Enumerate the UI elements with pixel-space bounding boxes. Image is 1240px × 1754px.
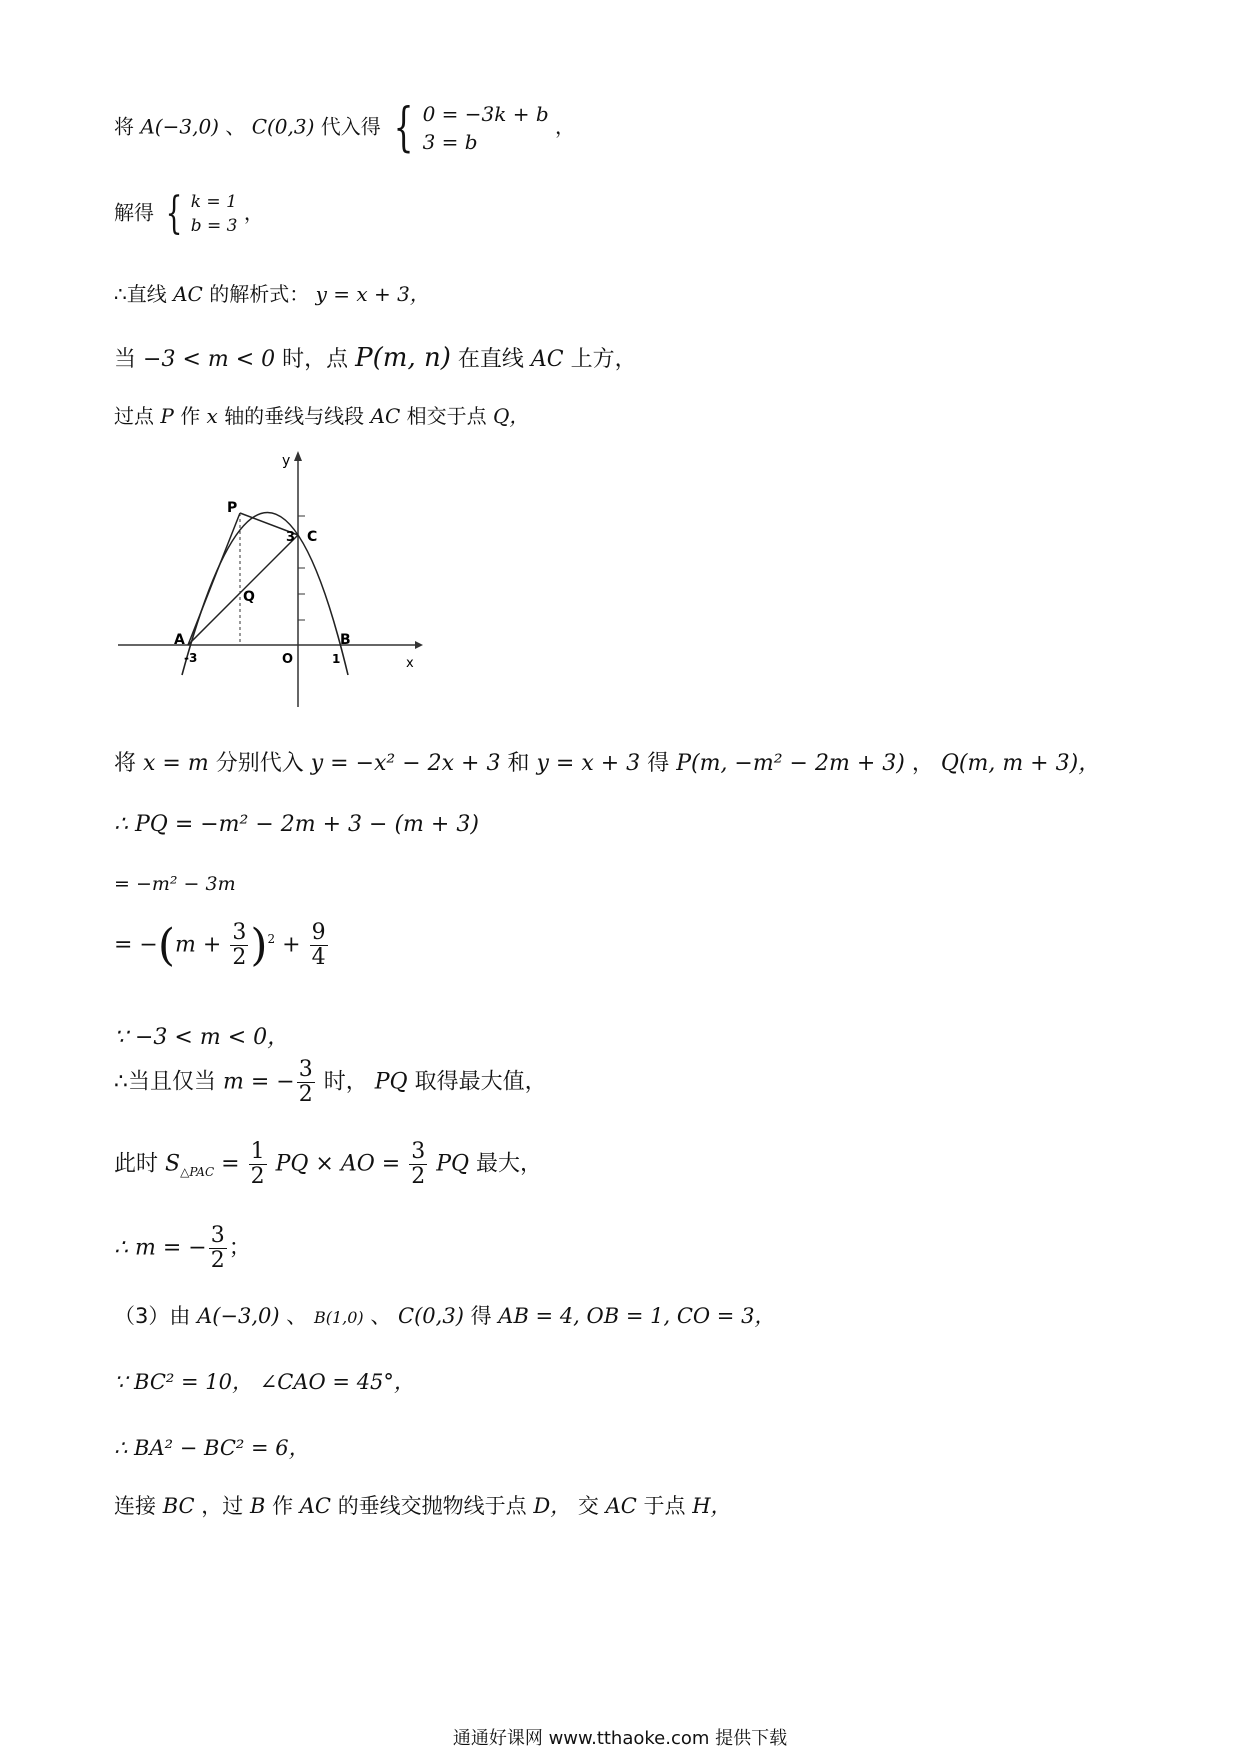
text: ，: [911, 751, 934, 776]
text: 时，点: [282, 347, 349, 372]
text: 将: [114, 114, 134, 139]
math: AC: [173, 282, 203, 306]
math: P: [160, 404, 174, 428]
math: x: [206, 404, 218, 428]
math: ∠CAO = 45°，: [259, 1370, 415, 1394]
text: 最大，: [476, 1151, 543, 1177]
text: 将: [114, 751, 137, 776]
line-maximum: [114, 1058, 547, 1107]
fraction: [297, 1058, 315, 1107]
math: y = −x² − 2x + 3: [310, 751, 501, 776]
text: 作: [272, 1494, 294, 1518]
text: 得: [647, 751, 670, 776]
math: +: [282, 932, 301, 958]
math: P(m, n): [355, 343, 451, 373]
text: ；: [228, 1235, 251, 1261]
text: ，过: [201, 1494, 244, 1518]
math: Q(m, m + 3)，: [940, 751, 1101, 776]
denominator: 4: [311, 945, 326, 970]
text: 在直线: [457, 347, 524, 372]
numerator: 3: [232, 920, 247, 945]
text: 和: [507, 751, 530, 776]
math: y = x + 3，: [315, 282, 430, 306]
line-BC: [114, 1366, 415, 1396]
text: （3）由: [114, 1304, 191, 1328]
brace: {: [165, 188, 183, 239]
line-AC-formula: [114, 278, 430, 307]
eq-row: 0 = −3k + b: [422, 102, 549, 126]
math: ∵ BC² = 10，: [114, 1370, 254, 1394]
numerator: 3: [298, 1057, 313, 1082]
denominator: 2: [411, 1164, 426, 1189]
denominator: 2: [232, 945, 247, 970]
text: ∴当且仅当: [114, 1069, 216, 1095]
text: 此时: [114, 1151, 159, 1177]
line-condition: [114, 342, 637, 373]
text: 取得最大值，: [414, 1069, 547, 1095]
line-range: ∵ −3 < m < 0，: [114, 1025, 290, 1050]
math: H，: [692, 1494, 732, 1518]
label-B: B: [340, 632, 351, 648]
paren: ): [250, 920, 268, 971]
denominator: 2: [210, 1248, 225, 1273]
fraction: [409, 1140, 427, 1189]
numerator: 3: [210, 1223, 225, 1248]
fraction: [209, 1224, 227, 1273]
fraction: [310, 921, 328, 970]
label-y: y: [282, 453, 291, 469]
math: AB = 4, OB = 1, CO = 3，: [498, 1304, 776, 1328]
math: BC: [162, 1494, 195, 1518]
text: ，: [243, 200, 264, 225]
parabola-figure: [110, 445, 430, 715]
line-substitute-AC: [114, 100, 575, 156]
x-axis-arrow: [415, 641, 423, 649]
page-footer: 通通好课网 www.tthaoke.com 提供下载: [452, 1728, 788, 1749]
math: PQ: [374, 1069, 408, 1095]
text: 连接: [114, 1494, 156, 1518]
numerator: 9: [311, 920, 326, 945]
eq-row: b = 3: [190, 216, 238, 236]
text: 代入得: [320, 114, 381, 139]
fraction: [249, 1140, 267, 1189]
math: B(1,0): [313, 1308, 364, 1327]
label-3: 3: [286, 530, 296, 545]
point-A: A(−3,0): [140, 114, 219, 139]
text: 轴的垂线与线段: [224, 404, 365, 428]
label-Q: Q: [243, 589, 255, 605]
line-perpendicular: [114, 400, 529, 429]
text: 的垂线交抛物线于点: [337, 1494, 527, 1518]
label-P: P: [227, 500, 238, 516]
subscript: △PAC: [180, 1164, 215, 1179]
segment-PA: [188, 513, 240, 645]
math: =: [221, 1151, 240, 1177]
math: AC: [370, 404, 401, 428]
text: 上方，: [570, 347, 637, 372]
text: 的解析式：: [209, 282, 310, 306]
parabola-curve: [182, 513, 348, 676]
label-neg3: -3: [184, 651, 198, 665]
numerator: 1: [250, 1139, 265, 1164]
text: 解得: [114, 200, 154, 225]
label-1: 1: [332, 652, 341, 666]
line-PQ-simplified: = −m² − 3m: [114, 873, 236, 895]
line-part3: [114, 1300, 775, 1330]
line-m-result: [114, 1224, 251, 1273]
math: AC: [530, 347, 564, 372]
line-substitute-m: [114, 746, 1100, 777]
math: m +: [175, 932, 222, 958]
math: PQ × AO =: [275, 1151, 401, 1177]
math: B: [249, 1494, 266, 1518]
eq-row: k = 1: [190, 192, 237, 212]
line-PQ-vertex-form: [114, 920, 330, 971]
text: 、: [225, 114, 246, 139]
math: PQ: [436, 1151, 470, 1177]
text: 、: [286, 1304, 308, 1328]
eq-row: 3 = b: [422, 130, 478, 154]
y-axis-arrow: [294, 451, 302, 461]
equation-system: [423, 100, 549, 156]
point-C: C(0,3): [251, 114, 315, 139]
text: 分别代入: [215, 751, 304, 776]
math: D，: [533, 1494, 572, 1518]
fraction: [230, 921, 248, 970]
text: 、: [370, 1304, 392, 1328]
math: = −: [114, 932, 158, 958]
brace: {: [393, 98, 414, 158]
math: AC: [299, 1494, 331, 1518]
equation-system: [191, 190, 238, 238]
math: C(0,3): [398, 1304, 464, 1328]
math: Q，: [493, 404, 530, 428]
line-solve: [114, 190, 264, 238]
text: 交: [577, 1494, 599, 1518]
math: y = x + 3: [536, 751, 641, 776]
paren: (: [157, 920, 176, 971]
exponent: 2: [267, 932, 276, 947]
line-PQ: ∴ PQ = −m² − 2m + 3 − (m + 3): [114, 812, 479, 837]
math: S: [165, 1151, 181, 1177]
label-x: x: [406, 656, 414, 671]
line-area: [114, 1140, 542, 1189]
text: ∴直线: [114, 282, 167, 306]
text: 时，: [323, 1069, 368, 1095]
text: 过点: [114, 404, 154, 428]
math: P(m, −m² − 2m + 3): [676, 751, 905, 776]
text: 于点: [643, 1494, 686, 1518]
line-connect-BC: [114, 1490, 732, 1520]
text: 得: [470, 1304, 492, 1328]
math: m = −: [223, 1069, 295, 1095]
math: A(−3,0): [197, 1304, 280, 1328]
label-A: A: [174, 632, 185, 648]
math: −3 < m < 0: [143, 347, 276, 372]
math: AC: [605, 1494, 637, 1518]
text: ，: [555, 114, 576, 139]
text: 作: [180, 404, 201, 428]
line-BA-BC: ∴ BA² − BC² = 6，: [114, 1436, 310, 1460]
denominator: 2: [250, 1164, 265, 1189]
label-C: C: [307, 529, 318, 545]
denominator: 2: [298, 1082, 313, 1107]
math: x = m: [143, 751, 209, 776]
math: ∴ m = −: [114, 1235, 207, 1261]
text: 当: [114, 347, 137, 372]
numerator: 3: [411, 1139, 426, 1164]
text: 相交于点: [406, 404, 487, 428]
label-O: O: [282, 652, 294, 667]
